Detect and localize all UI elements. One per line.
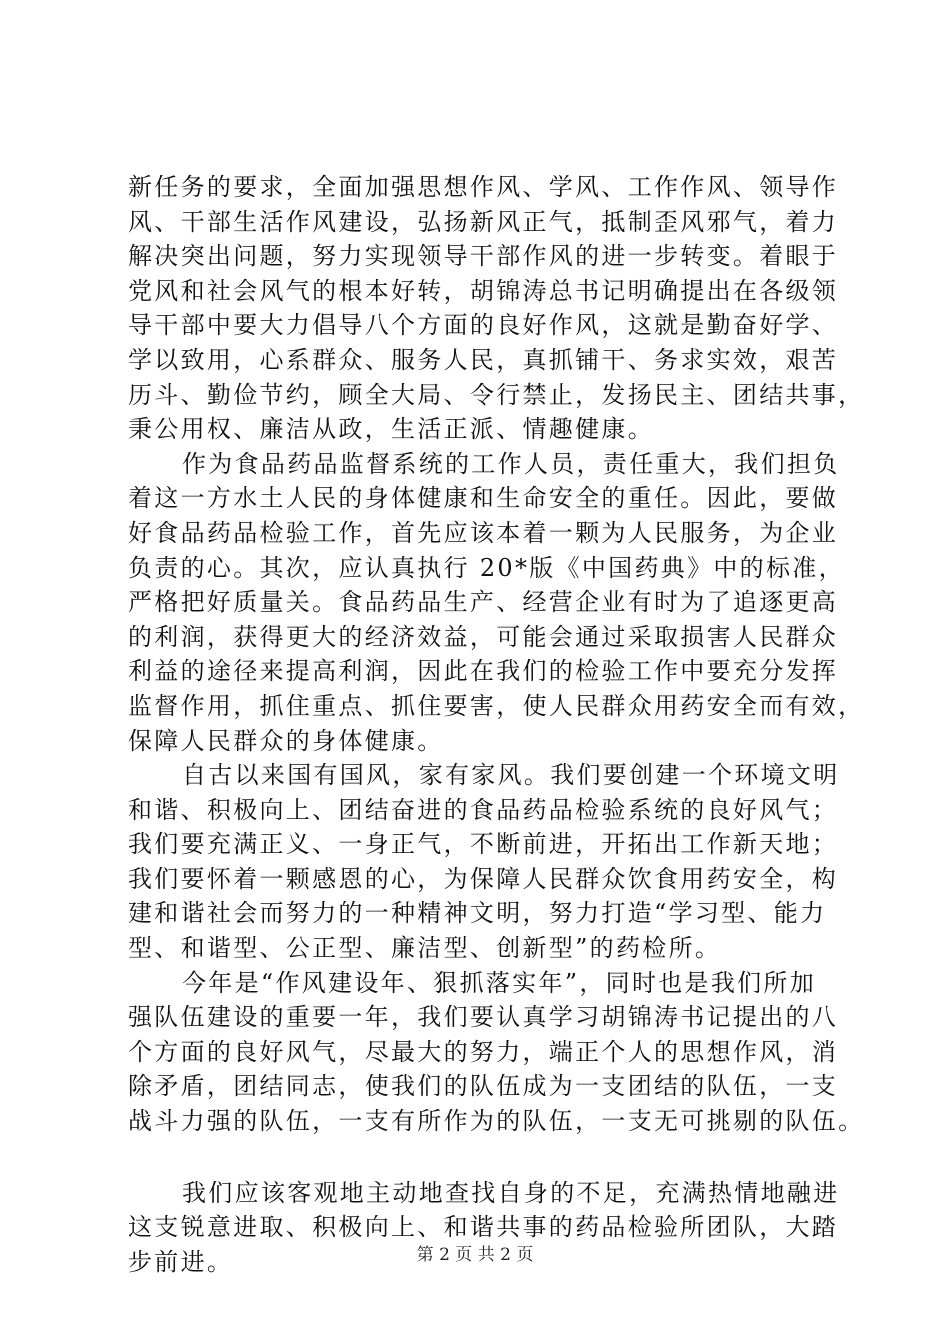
text-line: 我们应该客观地主动地查找自身的不足，充满热情地融进 — [182, 1178, 840, 1207]
text-line: 和谐、积极向上、团结奋进的食品药品检验系统的良好风气； — [128, 795, 839, 824]
text-line: 风、干部生活作风建设，弘扬新风正气，抵制歪风邪气，着力 — [128, 207, 839, 236]
text-line: 监督作用，抓住重点、抓住要害，使人民群众用药安全而有效， — [128, 691, 865, 720]
text-line: 步前进。 — [128, 1247, 234, 1276]
text-line: 着这一方水土人民的身体健康和生命安全的重任。因此，要做 — [128, 484, 839, 513]
text-line: 新任务的要求，全面加强思想作风、学风、工作作风、领导作 — [128, 173, 839, 201]
page-footer: 第 2 页 共 2 页 — [416, 1245, 534, 1265]
text-line: 好食品药品检验工作，首先应该本着一颗为人民服务，为企业 — [128, 518, 839, 547]
text-line: 战斗力强的队伍，一支有所作为的队伍，一支无可挑剔的队伍。 — [128, 1107, 865, 1136]
text-line: 学以致用，心系群众、服务人民，真抓铺干、务求实效，艰苦 — [128, 345, 839, 374]
text-line: 我们要怀着一颗感恩的心，为保障人民群众饮食用药安全，构 — [128, 864, 839, 893]
text-line: 自古以来国有国风，家有家风。我们要创建一个环境文明 — [182, 761, 840, 790]
text-line: 秉公用权、廉洁从政，生活正派、情趣健康。 — [128, 415, 654, 444]
text-line: 严格把好质量关。食品药品生产、经营企业有时为了追逐更高 — [128, 588, 839, 617]
text-line: 我们要充满正义、一身正气，不断前进，开拓出工作新天地； — [128, 830, 839, 859]
paragraph — [128, 966, 865, 1139]
text-line: 党风和社会风气的根本好转，胡锦涛总书记明确提出在各级领 — [128, 276, 839, 305]
text-line: 保障人民群众的身体健康。 — [128, 726, 444, 755]
text-line: 历斗、勤俭节约，顾全大局、令行禁止，发扬民主、团结共事， — [128, 380, 865, 409]
paragraph — [128, 170, 865, 447]
paragraph — [128, 447, 865, 758]
text-line: 今年是“作风建设年、狠抓落实年”，同时也是我们所加 — [182, 968, 817, 997]
text-line: 解决突出问题，努力实现领导干部作风的进一步转变。着眼于 — [128, 242, 839, 271]
text-line: 型、和谐型、公正型、廉洁型、创新型”的药检所。 — [128, 934, 722, 963]
body-text — [128, 170, 865, 1279]
text-line: 强队伍建设的重要一年，我们要认真学习胡锦涛书记提出的八 — [128, 1003, 839, 1032]
text-line: 个方面的良好风气，尽最大的努力，端正个人的思想作风，消 — [128, 1037, 839, 1066]
text-line: 利益的途径来提高利润，因此在我们的检验工作中要充分发挥 — [128, 657, 839, 686]
text-line: 负责的心。其次，应认真执行 20*版《中国药典》中的标准， — [128, 553, 845, 582]
paragraph — [128, 758, 860, 966]
text-line: 导干部中要大力倡导八个方面的良好作风，这就是勤奋好学、 — [128, 311, 839, 340]
text-line: 作为食品药品监督系统的工作人员，责任重大，我们担负 — [182, 449, 840, 478]
text-line: 建和谐社会而努力的一种精神文明，努力打造“学习型、能力 — [128, 899, 827, 928]
paragraph-gap — [128, 1139, 860, 1176]
text-line: 这支锐意进取、积极向上、和谐共事的药品检验所团队，大踏 — [128, 1213, 839, 1242]
text-line: 的利润，获得更大的经济效益，可能会通过采取损害人民群众 — [128, 622, 839, 651]
text-line: 除矛盾，团结同志，使我们的队伍成为一支团结的队伍，一支 — [128, 1072, 839, 1101]
